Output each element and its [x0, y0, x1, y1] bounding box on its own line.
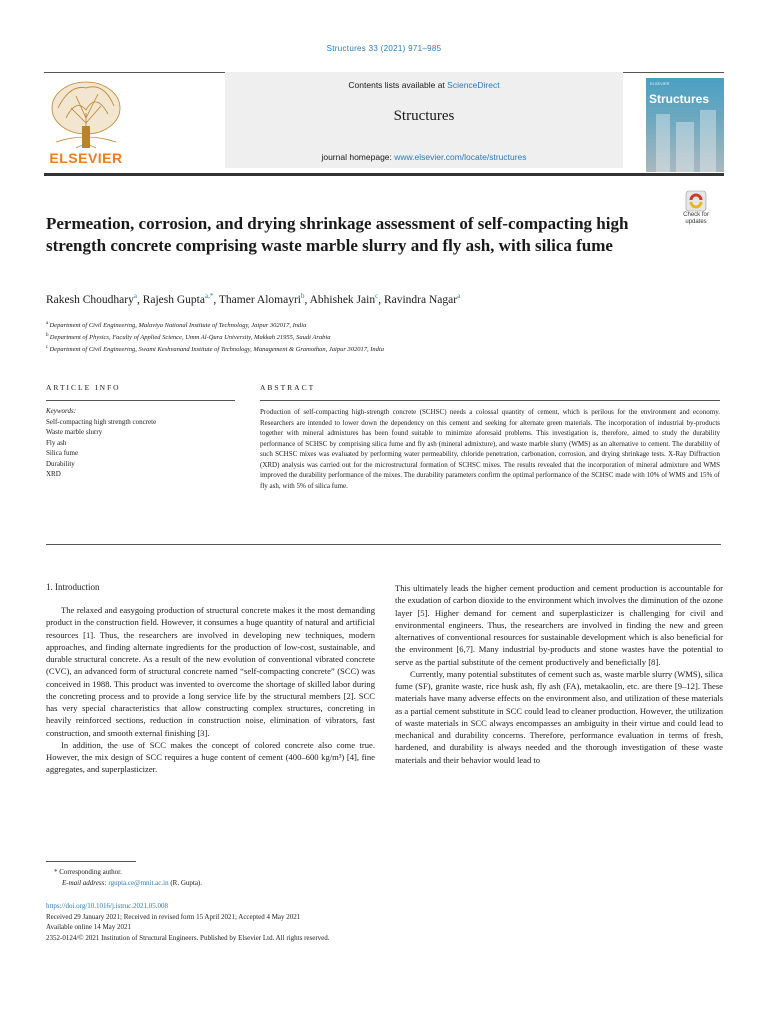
homepage-prefix: journal homepage:: [321, 152, 395, 162]
author-name[interactable]: Abhishek Jain: [309, 293, 376, 306]
keywords-block: [46, 406, 246, 480]
affiliation-marker: c: [46, 345, 50, 351]
journal-homepage-line: [225, 152, 623, 162]
keyword-item: Silica fume: [46, 449, 79, 457]
keyword-item: Fly ash: [46, 438, 67, 447]
check-for-updates-label[interactable]: Check for updates: [683, 212, 709, 225]
received-dates: Received 29 January 2021; Received in revised form 15 April 2021; Accepted 4 May 2021: [46, 912, 301, 921]
corresponding-author-note: * Corresponding author.: [54, 868, 122, 876]
available-online: Available online 14 May 2021: [46, 923, 132, 931]
article-info-heading: ARTICLE INFO: [46, 383, 121, 392]
affiliation-list: [46, 319, 726, 355]
keyword-item: Durability: [46, 459, 75, 468]
author-name[interactable]: Thamer Alomayri: [218, 293, 301, 306]
body-column-right: [395, 582, 723, 766]
doi-link[interactable]: https://doi.org/10.1016/j.istruc.2021.05.008: [46, 902, 168, 910]
keyword-item: XRD: [46, 470, 61, 478]
email-note: [46, 878, 376, 889]
affiliation-text: Department of Physics, Faculty of Applied Science, Umm Al-Qura University, Makkah 21955, Saudi Arabia: [49, 334, 331, 342]
abstract-rule: [260, 400, 720, 401]
journal-cover-image: [646, 78, 724, 172]
email-label: E-mail address:: [62, 879, 109, 887]
cover-title: Structures: [649, 92, 710, 106]
author-name[interactable]: Rajesh Gupta: [142, 293, 205, 306]
affiliation-item: [46, 343, 726, 355]
homepage-link[interactable]: www.elsevier.com/locate/structures: [394, 152, 527, 162]
introduction-heading: 1. Introduction: [46, 582, 100, 592]
author-affiliation-marker[interactable]: a: [133, 292, 137, 300]
affiliation-item: [46, 331, 726, 343]
author-name[interactable]: Rakesh Choudhary: [46, 293, 134, 306]
author-name[interactable]: Ravindra Nagar: [383, 293, 458, 306]
cover-building-shape: [656, 114, 670, 172]
keywords-label: Keywords:: [46, 407, 77, 415]
abstract-text: Production of self-compacting high-strength concrete (SCHSC) needs a colossal quantity of cement, which is perilous for the environment and economy. Researchers are intended to lower down the dependency on this cement and seeking for alternate green materials. The incorporation of industrial by-products together with mineral admixtures has been found suitable to minimize aforesaid problems. This investigation is, therefore, aimed to study the durability performance of SCHSC by comprising silica fume and fly ash (mineral admixture), and waste marble slurry (WMS) as an alternative to cement. The durability of such SCHSC mixes was evaluated by performing water permeability, chloride penetration, carbonation, corrosion, and drying shrinkage tests. X-Ray Diffraction (XRD) analysis was carried out for the microstructural formation of SCHSC mixes. The results revealed that the incorporation of mineral admixture and WMS improved the durability performance of the mixes. The durability parameters confirm the optimal performance of the SCHSC made with 10% of WMS and 15% of fly ash, with 5% of silica fume.: [260, 408, 720, 490]
author-affiliation-marker[interactable]: b: [300, 292, 305, 300]
body-column-left: [46, 604, 375, 776]
affiliation-text: Department of Civil Engineering, Malaviya National Institute of Technology, Jaipur 302017, India: [49, 322, 307, 330]
sciencedirect-link[interactable]: ScienceDirect: [447, 80, 500, 90]
author-affiliation-marker[interactable]: a,*: [204, 292, 214, 300]
contents-lists-line: [225, 80, 623, 90]
abstract-bottom-rule: [46, 544, 721, 545]
copyright-line: 2352-0124/© 2021 Institution of Structural Engineers. Published by Elsevier Ltd. All rights reserved.: [46, 933, 330, 942]
email-link[interactable]: rgupta.ce@mnit.ac.in: [108, 879, 169, 887]
author-affiliation-marker[interactable]: c: [375, 292, 379, 300]
article-info-rule: [46, 400, 235, 401]
cover-building-shape: [676, 122, 694, 172]
body-paragraph: This ultimately leads the higher cement production and cement production is accountable for the exudation of carbon dioxide to the environment which involves the diminution of the ozone layer [5]. Higher demand for cement and superplasticizer is challenging for civil and environmental engineers. Thus, the researchers are involved in finding the new and green alternatives of conventional resources for sustainable development which is also beneficial for the environment [6,7]. Many industrial by-products and stone wastes have the potential to serve as the partial substitute of the cement productively and beneficially [8].: [395, 583, 723, 667]
cover-publisher-label: ELSEVIER: [650, 81, 670, 86]
journal-reference[interactable]: Structures 33 (2021) 971–985: [326, 44, 442, 53]
publisher-logo-text: ELSEVIER: [49, 150, 123, 166]
affiliation-item: [46, 319, 726, 331]
body-paragraph: In addition, the use of SCC makes the concept of colored concrete also come true. However, the mix design of SCC requires a huge content of cement (400–600 kg/m³) [4], fine aggregates, and superplasticizer.: [46, 739, 375, 775]
footnote-rule: [46, 861, 136, 862]
author-affiliation-marker[interactable]: a: [457, 292, 461, 300]
abstract-heading: ABSTRACT: [260, 383, 316, 392]
article-title: Permeation, corrosion, and drying shrinkage assessment of self-compacting high strength concrete comprising waste marble slurry and fly ash, with silica fume: [46, 214, 629, 255]
affiliation-marker: b: [46, 333, 50, 339]
header-bottom-rule: [44, 173, 724, 176]
body-paragraph: Currently, many potential substitutes of cement such as, waste marble slurry (WMS), silica fume (SF), granite waste, rice husk ash, fly ash (FA), metakaolin, etc. are there [9–12]. These materials have many adverse effects on the environment also, and utilization of these materials as a partial cement substitute in SCC could lead to cleaner production. However, the utilization of waste materials in SCC always encompasses an ambiguity in their virtue and could lead to mechanical and durability concerns. Therefore, performance evaluation in terms of fresh, hardened, and durability is always needed and the thorough investigation of these waste materials and their behavior would lead to: [395, 668, 723, 765]
journal-name: Structures: [393, 108, 455, 124]
affiliation-marker: a: [46, 321, 50, 326]
email-suffix: (R. Gupta).: [168, 879, 203, 887]
author-list: Rakesh Choudhary$^a$, Rajesh Gupta$^{a,*}$, Thamer Alomayri$^b$, Abhishek Jain$^c$, Ravindra Nagar$^a$: [46, 292, 461, 306]
contents-prefix: Contents lists available at: [348, 80, 448, 90]
affiliation-text: Department of Civil Engineering, Swami Keshvanand Institute of Technology, Management & Gramothan, Jaipur 302017, India: [49, 346, 384, 354]
keyword-item: Waste marble slurry: [46, 428, 103, 436]
publication-info: [46, 901, 546, 943]
keyword-item: Self-compacting high strength concrete: [46, 417, 157, 426]
check-for-updates-icon[interactable]: [676, 190, 716, 212]
cover-building-shape: [700, 110, 716, 172]
body-paragraph: The relaxed and easygoing production of structural concrete makes it the most demanding product in the construction field. However, it consumes a huge quantity of natural and artificial resources [1]. Thus, the researchers are involved in developing new techniques, modern approaches, and finding alternate ingredients for the production of low-cost, sustainable, and durable structural concrete. As a result of the new evolution of conventional vibrated concrete (CVC), an advanced form of structural concrete named “self-compacting concrete” (SCC) was conceived in 1988. This product was invented to overcome the shortage of skilled labor during the concreting process and to provide a long service life by the structural members [2]. SCC has very special characteristics that allow constructing complex structures, concreting in heavily reinforced sections, reduction in construction noise, elimination of vibrators, fast construction, and smooth external finishing [3].: [46, 605, 375, 738]
footnotes: [46, 867, 376, 889]
